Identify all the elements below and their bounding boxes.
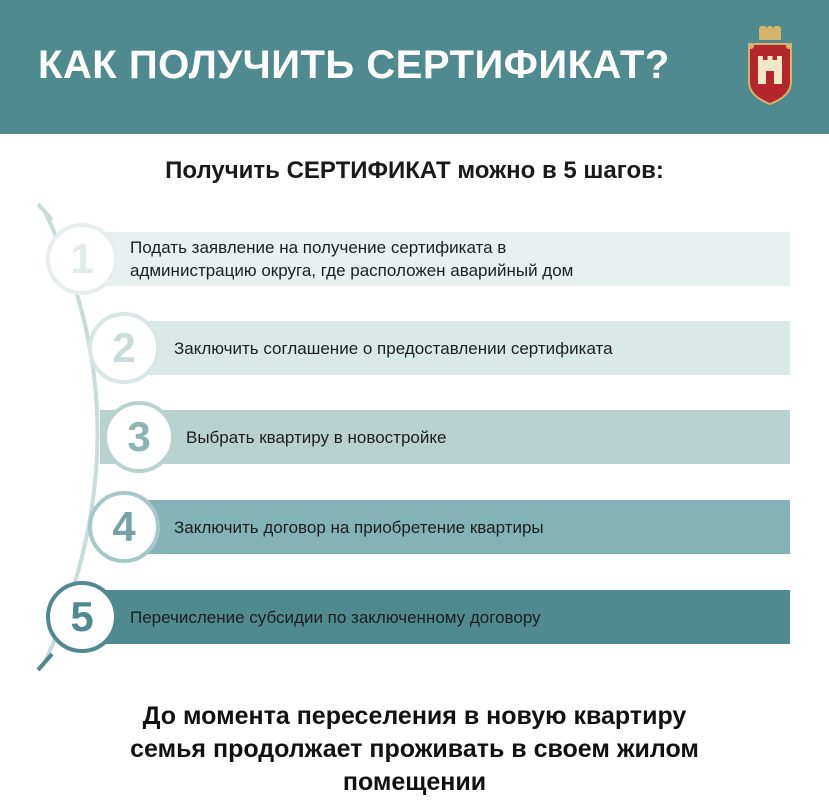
page-title: КАК ПОЛУЧИТЬ СЕРТИФИКАТ? [38,43,670,87]
step-number-4: 4 [88,491,160,563]
header-band [0,0,829,134]
step-text-4: Заключить договор на приобретение квартиры [174,517,544,537]
step-bar-5 [100,590,790,644]
step-bar-4 [100,500,790,554]
step-bar-2 [100,321,790,375]
step-text-2: Заключить соглашение о предоставлении сертификата [174,338,613,358]
subtitle: Получить СЕРТИФИКАТ можно в 5 шагов: [165,157,664,184]
step-number-5: 5 [46,581,118,653]
coat-of-arms-icon [745,26,795,106]
step-number-2: 2 [88,312,160,384]
step-text-5: Перечисление субсидии по заключенному договору [130,607,541,627]
step-bar-3 [100,410,790,464]
closing-note: До момента переселения в новую квартиру семья продолжает проживать в своем жилом помещении [130,702,699,796]
step-text-3: Выбрать квартиру в новостройке [186,427,447,447]
step-text-1: Подать заявление на получение сертификата в администрацию округа, где расположен аварийный дом [130,238,574,280]
step-bar-1 [100,232,790,286]
step-number-3: 3 [103,401,175,473]
step-number-1: 1 [46,223,118,295]
